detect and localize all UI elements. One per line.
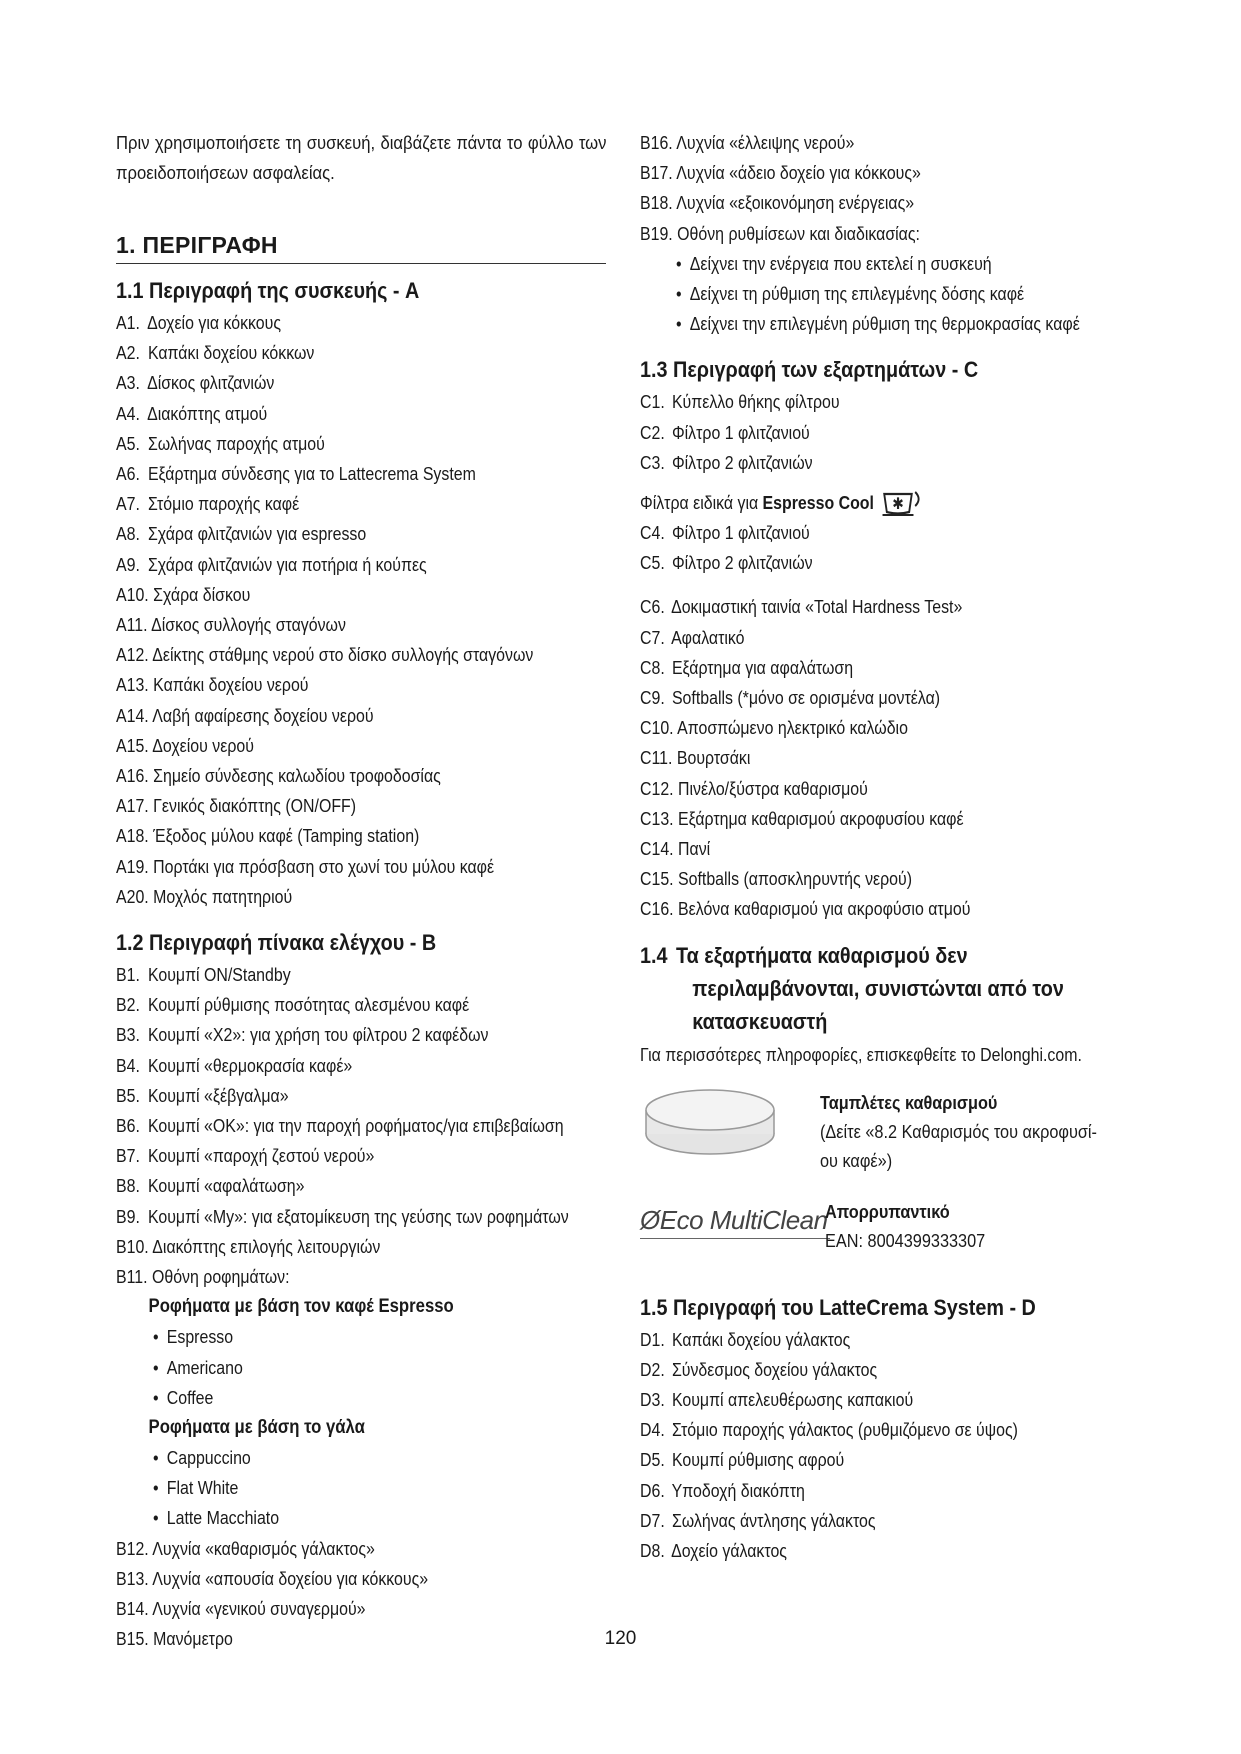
- item-code: B18.: [640, 192, 673, 214]
- item-code: A12.: [116, 644, 149, 666]
- item-text: Σύνδεσμος δοχείου γάλακτος: [671, 1358, 878, 1380]
- detergent: [640, 1197, 1140, 1255]
- item-code: A16.: [116, 765, 149, 787]
- item-text: Λαβή αφαίρεσης δοχείου νερού: [152, 704, 374, 726]
- list-item: [640, 548, 1122, 578]
- item-text: Βελόνα καθαρισμού για ακροφύσιο ατμού: [678, 898, 971, 920]
- item-code: D7.: [640, 1509, 665, 1531]
- heading-1-4-number: 1.4: [640, 942, 668, 968]
- cleaning-tablets: [640, 1088, 1140, 1175]
- list-item: [640, 1355, 1122, 1385]
- left-column: [116, 128, 606, 1654]
- list-b-continued: [640, 128, 1140, 249]
- list-item: [640, 158, 1122, 188]
- list-item: [640, 219, 1122, 249]
- list-c-a: [640, 387, 1140, 478]
- item-code: C8.: [640, 656, 665, 678]
- list-item: [640, 894, 1122, 924]
- item-text: Σωλήνας άντλησης γάλακτος: [671, 1509, 876, 1531]
- item-text: Δοχείο για κόκκους: [147, 312, 282, 333]
- item-code: B15.: [116, 1628, 149, 1650]
- item-code: B10.: [116, 1235, 149, 1257]
- heading-1-4-line2: περιλαμβάνονται, συνιστώνται από τον: [692, 975, 1064, 1001]
- item-code: D1.: [640, 1328, 665, 1350]
- item-text: Στόμιο παροχής καφέ: [147, 493, 300, 515]
- list-b: [116, 960, 606, 1292]
- list-item: [640, 1415, 1122, 1445]
- bullet-item: • Δείχνει τη ρύθμιση της επιλεγμένης δόσης καφέ: [676, 279, 1075, 309]
- item-code: D6.: [640, 1479, 665, 1501]
- item-text: Κουμπί «παροχή ζεστού νερού»: [147, 1145, 375, 1167]
- item-text: Υποδοχή διακόπτη: [671, 1479, 805, 1501]
- item-code: C4.: [640, 522, 665, 544]
- item-code: A3.: [116, 372, 140, 394]
- item-text: Λυχνία «άδειο δοχείο για κόκκους»: [676, 162, 921, 184]
- item-text: Στόμιο παροχής γάλακτος (ρυθμιζόμενο σε ύψος): [671, 1419, 1018, 1441]
- heading-1-1: 1.1 Περιγραφή της συσκευής - A: [116, 278, 420, 303]
- item-text: Φίλτρο 2 φλιτζανιών: [671, 451, 813, 473]
- item-text: Δίσκος φλιτζανιών: [147, 372, 275, 394]
- item-code: A9.: [116, 553, 140, 575]
- list-item: [640, 683, 1122, 713]
- intro-text: Πριν χρησιμοποιήσετε τη συσκευή, διαβάζετε πάντα το φύλλο των προειδοποιήσεων ασφαλείας.: [116, 132, 607, 183]
- list-item: [116, 1594, 598, 1624]
- list-item: [116, 761, 598, 791]
- item-code: D4.: [640, 1419, 665, 1441]
- item-code: B8.: [116, 1175, 140, 1197]
- item-code: C12.: [640, 777, 674, 799]
- svg-text:✱: ✱: [892, 494, 904, 514]
- item-text: Κύπελλο θήκης φίλτρου: [671, 391, 840, 413]
- list-item: [116, 489, 598, 519]
- espresso-cool-name: Espresso Cool: [762, 492, 874, 514]
- item-code: C6.: [640, 596, 665, 618]
- item-code: C5.: [640, 552, 665, 574]
- item-text: Softballs (αποσκληρυντής νερού): [678, 868, 913, 890]
- item-text: Φίλτρο 2 φλιτζανιών: [671, 552, 813, 574]
- tablet-image: [640, 1088, 820, 1163]
- list-item: [116, 1202, 598, 1232]
- item-code: C16.: [640, 898, 674, 920]
- list-item: [116, 821, 598, 851]
- list-item: [640, 592, 1122, 622]
- item-code: C9.: [640, 687, 665, 709]
- item-text: Εξάρτημα σύνδεσης για το Lattecrema System: [147, 463, 476, 485]
- item-code: A10.: [116, 583, 149, 605]
- item-text: Κουμπί ON/Standby: [147, 964, 291, 986]
- espresso-cool-icon: [881, 488, 926, 518]
- list-item: [116, 338, 598, 368]
- item-text: Κουμπί ρύθμισης ποσότητας αλεσμένου καφέ: [147, 994, 470, 1016]
- item-text: Δείκτης στάθμης νερού στο δίσκο συλλογής σταγόνων: [152, 644, 534, 666]
- item-code: A19.: [116, 855, 149, 877]
- list-c-b: [640, 518, 1140, 578]
- item-text: Κουμπί ρύθμισης αφρού: [671, 1449, 845, 1471]
- item-text: Σημείο σύνδεσης καλωδίου τροφοδοσίας: [153, 765, 441, 787]
- item-code: D5.: [640, 1449, 665, 1471]
- item-code: B19.: [640, 222, 673, 244]
- item-text: Δίσκος συλλογής σταγόνων: [151, 614, 346, 636]
- list-item: [116, 580, 598, 610]
- item-code: B16.: [640, 132, 673, 153]
- item-text: Λυχνία «απουσία δοχείου για κόκκους»: [152, 1567, 429, 1589]
- item-text: Εξάρτημα καθαρισμού ακροφυσίου καφέ: [678, 807, 964, 829]
- list-a: [116, 308, 606, 912]
- item-text: Κουμπί «αφαλάτωση»: [147, 1175, 305, 1197]
- list-item: [116, 791, 598, 821]
- milk-drinks-title: Ροφήματα με βάση το γάλα: [148, 1416, 365, 1438]
- item-text: Κουμπί «X2»: για χρήση του φίλτρου 2 καφέδων: [147, 1024, 489, 1046]
- item-code: B11.: [116, 1266, 148, 1288]
- list-item: [640, 1536, 1122, 1566]
- item-text: Αποσπώμενο ηλεκτρικό καλώδιο: [677, 717, 908, 739]
- b19-bullets: [640, 249, 1140, 340]
- list-item: [116, 1051, 598, 1081]
- list-item: [116, 368, 598, 398]
- bullet-item: • Coffee: [153, 1383, 543, 1413]
- bullet-item: • Espresso: [153, 1322, 543, 1352]
- more-info-text: Για περισσότερες πληροφορίες, επισκεφθείτε το Delonghi.com.: [640, 1043, 1082, 1065]
- list-item: [640, 387, 1122, 417]
- item-text: Φίλτρο 1 φλιτζανιού: [671, 421, 810, 443]
- item-text: Κουμπί «My»: για εξατομίκευση της γεύσης των ροφημάτων: [147, 1205, 569, 1227]
- list-item: [640, 1325, 1122, 1355]
- item-code: A11.: [116, 614, 148, 636]
- heading-1-5: 1.5 Περιγραφή του LatteCrema System - D: [640, 1294, 1036, 1320]
- list-item: [116, 1081, 598, 1111]
- item-text: Μανόμετρο: [153, 1628, 233, 1650]
- item-text: Δοχείου νερού: [152, 734, 254, 756]
- item-text: Εξάρτημα για αφαλάτωση: [671, 656, 854, 678]
- item-text: Καπάκι δοχείου κόκκων: [147, 342, 315, 364]
- list-item: [116, 670, 598, 700]
- list-item: [640, 864, 1122, 894]
- item-text: Βουρτσάκι: [676, 747, 751, 769]
- item-code: B3.: [116, 1024, 140, 1046]
- list-item: [640, 1476, 1122, 1506]
- item-text: Κουμπί «θερμοκρασία καφέ»: [147, 1054, 353, 1076]
- list-item: [116, 550, 598, 580]
- item-text: Διακόπτης ατμού: [147, 402, 268, 424]
- list-item: [116, 1111, 598, 1141]
- list-item: [116, 852, 598, 882]
- list-item: [640, 448, 1122, 478]
- item-text: Λυχνία «εξοικονόμηση ενέργειας»: [676, 192, 915, 214]
- item-code: D8.: [640, 1540, 665, 1562]
- item-code: C2.: [640, 421, 665, 443]
- list-item: [116, 429, 598, 459]
- heading-1-2: 1.2 Περιγραφή πίνακα ελέγχου - B: [116, 930, 437, 956]
- item-code: D3.: [640, 1389, 665, 1411]
- list-d: [640, 1325, 1140, 1567]
- item-code: A15.: [116, 734, 149, 756]
- list-item: [116, 701, 598, 731]
- espresso-drinks-list: [116, 1322, 606, 1413]
- item-text: Λυχνία «γενικού συναγερμού»: [152, 1597, 366, 1619]
- item-text: Σχάρα φλιτζανιών για ποτήρια ή κούπες: [147, 553, 427, 575]
- item-code: A20.: [116, 885, 149, 907]
- list-item: [640, 1385, 1122, 1415]
- heading-1-4-line1: Τα εξαρτήματα καθαρισμού δεν: [676, 942, 968, 968]
- list-item: [640, 1506, 1122, 1536]
- item-code: A17.: [116, 795, 149, 817]
- list-item: [116, 990, 598, 1020]
- list-item: [640, 743, 1122, 773]
- item-code: C13.: [640, 807, 674, 829]
- milk-drinks-list: [116, 1443, 606, 1534]
- item-text: Καπάκι δοχείου νερού: [153, 674, 309, 696]
- item-code: A2.: [116, 342, 140, 364]
- item-text: Πινέλο/ξύστρα καθαρισμού: [678, 777, 868, 799]
- item-code: A4.: [116, 402, 140, 424]
- list-item: [640, 518, 1122, 548]
- item-code: B12.: [116, 1537, 149, 1559]
- item-text: Δοχείο γάλακτος: [671, 1540, 787, 1562]
- item-text: Softballs (*μόνο σε ορισμένα μοντέλα): [671, 687, 941, 709]
- eco-multiclean-logo: [640, 1197, 828, 1239]
- item-text: Καπάκι δοχείου γάλακτος: [671, 1328, 851, 1350]
- item-text: Αφαλατικό: [671, 626, 745, 648]
- list-item: [116, 459, 598, 489]
- item-text: Γενικός διακόπτης (ON/OFF): [153, 795, 357, 817]
- item-code: C11.: [640, 747, 673, 769]
- list-item: [116, 1262, 598, 1292]
- bullet-item: • Flat White: [153, 1473, 543, 1503]
- item-code: B2.: [116, 994, 140, 1016]
- list-item: [640, 188, 1122, 218]
- item-text: Πανί: [678, 838, 711, 860]
- item-code: C15.: [640, 868, 674, 890]
- espresso-drinks-title: Ροφήματα με βάση τον καφέ Espresso: [148, 1296, 454, 1318]
- list-item: [116, 610, 598, 640]
- list-item: [116, 1020, 598, 1050]
- list-item: [640, 774, 1122, 804]
- espresso-cool-note: [640, 488, 1070, 518]
- item-text: Κουμπί «OK»: για την παροχή ροφήματος/για επιβεβαίωση: [147, 1115, 564, 1137]
- list-item: [116, 731, 598, 761]
- item-text: Κουμπί «ξέβγαλμα»: [147, 1084, 289, 1106]
- item-code: B4.: [116, 1054, 140, 1076]
- item-code: C7.: [640, 626, 665, 648]
- list-item: [116, 1232, 598, 1262]
- page-number: 120: [604, 1628, 637, 1649]
- list-item: [640, 1445, 1122, 1475]
- item-text: Φίλτρο 1 φλιτζανιού: [671, 522, 810, 544]
- item-code: B9.: [116, 1205, 140, 1227]
- item-text: Οθόνη ροφημάτων:: [151, 1266, 290, 1288]
- item-code: C3.: [640, 451, 665, 473]
- item-code: B7.: [116, 1145, 140, 1167]
- item-code: A14.: [116, 704, 149, 726]
- bullet-item: • Δείχνει την ενέργεια που εκτελεί η συσκευή: [676, 249, 1075, 279]
- list-c-c: [640, 592, 1140, 924]
- detergent-ean: EAN: 8004399333307: [825, 1229, 986, 1251]
- list-item: [116, 1171, 598, 1201]
- item-text: Δοκιμαστική ταινία «Total Hardness Test»: [671, 596, 963, 618]
- item-code: A7.: [116, 493, 140, 515]
- list-item: [640, 804, 1122, 834]
- item-code: A6.: [116, 463, 140, 485]
- list-item: [116, 960, 598, 990]
- item-text: Κουμπί απελευθέρωσης καπακιού: [671, 1389, 914, 1411]
- espresso-cool-prefix: Φίλτρα ειδικά για: [640, 492, 759, 514]
- list-item: [116, 308, 598, 338]
- item-code: A8.: [116, 523, 140, 545]
- list-item: [116, 1141, 598, 1171]
- bullet-item: • Americano: [153, 1353, 543, 1383]
- section-title: 1. ΠΕΡΙΓΡΑΦΗ: [116, 232, 606, 264]
- item-text: Σωλήνας παροχής ατμού: [147, 432, 325, 454]
- right-column: [640, 128, 1140, 1566]
- item-code: B13.: [116, 1567, 149, 1589]
- heading-1-3: 1.3 Περιγραφή των εξαρτημάτων - C: [640, 357, 979, 383]
- item-code: B17.: [640, 162, 673, 184]
- item-text: Πορτάκι για πρόσβαση στο χωνί του μύλου καφέ: [153, 855, 495, 877]
- item-code: B1.: [116, 964, 140, 986]
- list-item: [640, 713, 1122, 743]
- list-item: [640, 834, 1122, 864]
- list-item: [640, 128, 1122, 158]
- item-code: B6.: [116, 1115, 140, 1137]
- item-text: Οθόνη ρυθμίσεων και διαδικασίας:: [677, 222, 920, 244]
- item-text: Έξοδος μύλου καφέ (Tamping station): [153, 825, 420, 847]
- detergent-title: Απορρυπαντικό: [825, 1200, 950, 1222]
- item-code: A13.: [116, 674, 149, 696]
- item-code: A1.: [116, 312, 140, 333]
- tablets-title: Ταμπλέτες καθαρισμού: [820, 1091, 998, 1113]
- heading-1-4: [640, 939, 1090, 1038]
- list-item: [116, 1564, 598, 1594]
- item-code: B5.: [116, 1084, 140, 1106]
- list-item: [116, 399, 598, 429]
- item-text: Διακόπτης επιλογής λειτουργιών: [152, 1235, 381, 1257]
- list-item: [116, 1534, 598, 1564]
- item-code: C14.: [640, 838, 674, 860]
- list-item: [640, 623, 1122, 653]
- item-text: Λυχνία «καθαρισμός γάλακτος»: [152, 1537, 375, 1559]
- bullet-item: • Cappuccino: [153, 1443, 543, 1473]
- item-code: C10.: [640, 717, 674, 739]
- list-item: [640, 418, 1122, 448]
- item-text: Λυχνία «έλλειψης νερού»: [676, 132, 855, 153]
- eco-multiclean-logo-text: ØEco MultiClean: [640, 1204, 828, 1235]
- list-item: [116, 882, 598, 912]
- item-code: A18.: [116, 825, 149, 847]
- list-item: [116, 640, 598, 670]
- item-text: Σχάρα δίσκου: [153, 583, 251, 605]
- item-code: C1.: [640, 391, 665, 413]
- item-text: Σχάρα φλιτζανιών για espresso: [147, 523, 367, 545]
- heading-1-4-line3: κατασκευαστή: [692, 1008, 828, 1034]
- item-code: D2.: [640, 1358, 665, 1380]
- list-item: [116, 519, 598, 549]
- item-text: Μοχλός πατητηριού: [153, 885, 293, 907]
- list-item: [640, 653, 1122, 683]
- tablets-text: (Δείτε «8.2 Καθαρισμός του ακροφυσί-ου καφέ»): [820, 1120, 1097, 1171]
- item-code: A5.: [116, 432, 140, 454]
- bullet-item: • Latte Macchiato: [153, 1503, 543, 1533]
- bullet-item: • Δείχνει την επιλεγμένη ρύθμιση της θερμοκρασίας καφέ: [676, 309, 1075, 339]
- item-code: B14.: [116, 1597, 149, 1619]
